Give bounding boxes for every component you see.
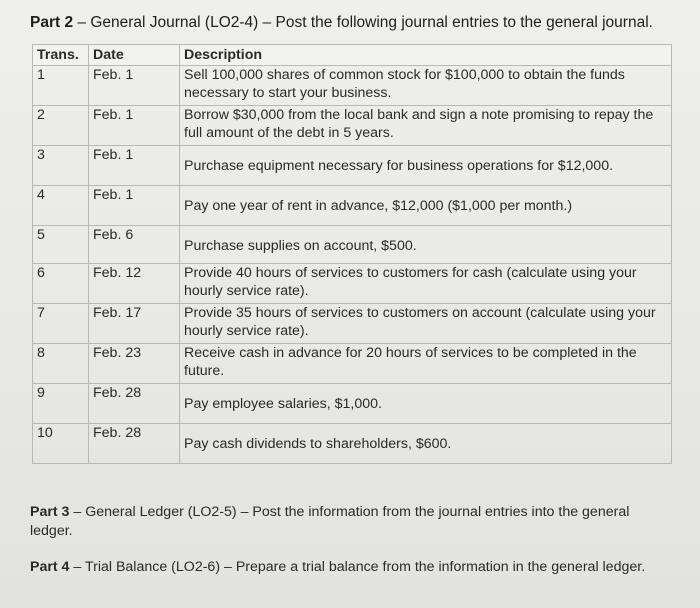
trans-number: 4: [33, 186, 89, 226]
header-trans: Trans.: [33, 45, 89, 66]
entry-description: Receive cash in advance for 20 hours of services to be completed in the future.: [180, 344, 672, 384]
heading-part-label: Part 2: [30, 14, 74, 31]
entry-description: Provide 35 hours of services to customers on account (calculate using your hourly service rate).: [180, 304, 672, 344]
trans-number: 8: [33, 344, 89, 384]
entry-date: Feb. 28: [89, 384, 180, 424]
entry-description: Pay employee salaries, $1,000.: [180, 384, 672, 424]
part3-label: Part 3: [30, 504, 70, 520]
trans-number: 6: [33, 264, 89, 304]
table-row: [33, 226, 672, 264]
part3-text: – General Ledger (LO2-5) – Post the information from the journal entries into the general ledger.: [30, 504, 630, 539]
entry-date: Feb. 12: [89, 264, 180, 304]
journal-table: [32, 44, 672, 464]
entry-date: Feb. 1: [89, 106, 180, 146]
entry-description: Borrow $30,000 from the local bank and sign a note promising to repay the full amount of the debt in 5 years.: [180, 106, 672, 146]
entry-date: Feb. 6: [89, 226, 180, 264]
header-description: Description: [180, 45, 672, 66]
table-row: [33, 424, 672, 464]
entry-description: Pay cash dividends to shareholders, $600.: [180, 424, 672, 464]
header-date: Date: [89, 45, 180, 66]
entry-description: Provide 40 hours of services to customers for cash (calculate using your hourly service rate).: [180, 264, 672, 304]
table-row: [33, 66, 672, 106]
part3-paragraph: [30, 503, 670, 541]
part4-text: – Trial Balance (LO2-6) – Prepare a trial balance from the information in the general ledger.: [69, 559, 646, 575]
trans-number: 2: [33, 106, 89, 146]
table-row: [33, 106, 672, 146]
trans-number: 1: [33, 66, 89, 106]
table-row: [33, 344, 672, 384]
entry-date: Feb. 23: [89, 344, 180, 384]
entry-description: Purchase equipment necessary for business operations for $12,000.: [180, 146, 672, 186]
section-heading: [30, 14, 653, 32]
trans-number: 9: [33, 384, 89, 424]
trans-number: 3: [33, 146, 89, 186]
entry-description: Purchase supplies on account, $500.: [180, 226, 672, 264]
heading-text: – General Journal (LO2-4) – Post the following journal entries to the general journal.: [73, 14, 653, 31]
table-row: [33, 264, 672, 304]
part4-label: Part 4: [30, 559, 70, 575]
entry-date: Feb. 17: [89, 304, 180, 344]
part4-paragraph: [30, 558, 670, 577]
trans-number: 7: [33, 304, 89, 344]
trans-number: 10: [33, 424, 89, 464]
table-header-row: [33, 45, 672, 66]
table-row: [33, 384, 672, 424]
table-row: [33, 304, 672, 344]
trans-number: 5: [33, 226, 89, 264]
table-row: [33, 146, 672, 186]
table-row: [33, 186, 672, 226]
entry-description: Pay one year of rent in advance, $12,000 ($1,000 per month.): [180, 186, 672, 226]
entry-date: Feb. 28: [89, 424, 180, 464]
entry-date: Feb. 1: [89, 186, 180, 226]
entry-date: Feb. 1: [89, 66, 180, 106]
entry-description: Sell 100,000 shares of common stock for $100,000 to obtain the funds necessary to start your business.: [180, 66, 672, 106]
entry-date: Feb. 1: [89, 146, 180, 186]
